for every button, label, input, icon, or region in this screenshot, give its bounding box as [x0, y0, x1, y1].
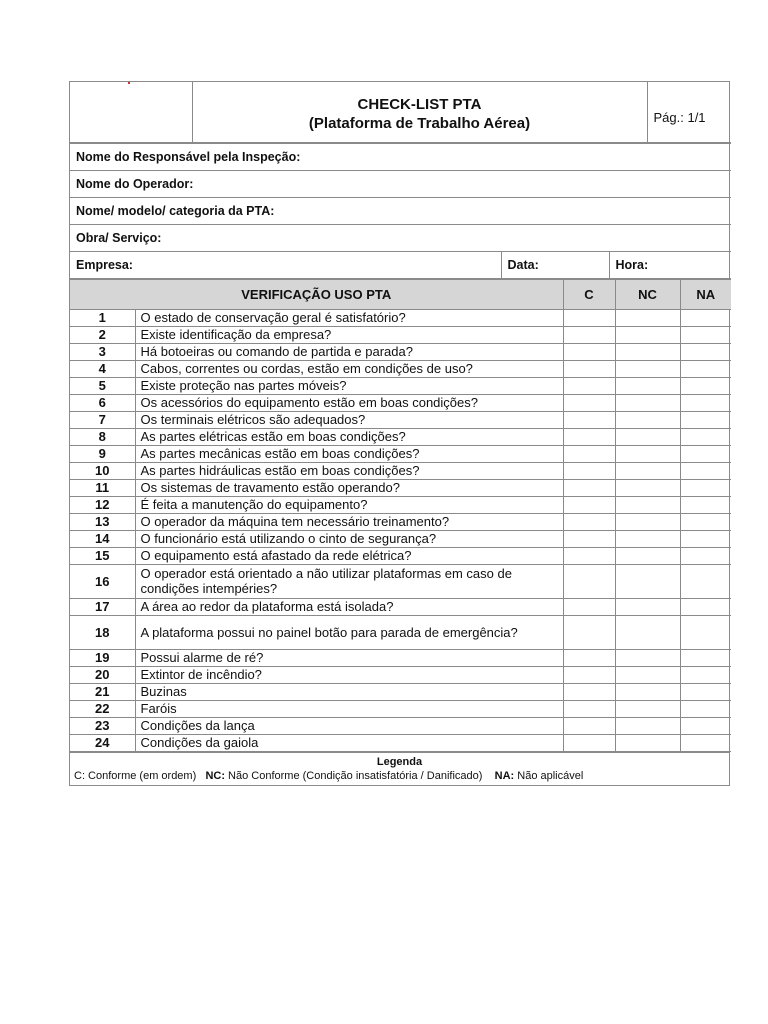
cell-c[interactable] — [563, 700, 615, 717]
col-nc-header: NC — [615, 279, 680, 309]
cell-nc[interactable] — [615, 564, 680, 598]
table-row — [70, 700, 731, 717]
cell-na[interactable] — [680, 496, 731, 513]
legend-nc-label: NC: — [205, 769, 225, 782]
logo-mark — [128, 82, 130, 84]
modelo-field[interactable]: Nome/ modelo/ categoria da PTA: — [70, 197, 731, 224]
item-number: 21 — [70, 683, 135, 700]
cell-nc[interactable] — [615, 530, 680, 547]
item-number: 2 — [70, 326, 135, 343]
cell-nc[interactable] — [615, 598, 680, 615]
item-number: 8 — [70, 428, 135, 445]
cell-c[interactable] — [563, 683, 615, 700]
item-number: 22 — [70, 700, 135, 717]
item-question: Faróis — [135, 700, 563, 717]
cell-nc[interactable] — [615, 309, 680, 326]
data-field[interactable]: Data: — [501, 251, 609, 278]
table-row — [70, 394, 731, 411]
cell-na[interactable] — [680, 564, 731, 598]
cell-na[interactable] — [680, 343, 731, 360]
item-question: As partes mecânicas estão em boas condições? — [135, 445, 563, 462]
info-fields — [70, 143, 731, 279]
cell-c[interactable] — [563, 326, 615, 343]
form-header — [70, 82, 731, 143]
cell-nc[interactable] — [615, 377, 680, 394]
table-row — [70, 734, 731, 751]
cell-na[interactable] — [680, 530, 731, 547]
cell-nc[interactable] — [615, 394, 680, 411]
table-row — [70, 428, 731, 445]
table-row — [70, 598, 731, 615]
table-row — [70, 360, 731, 377]
item-question: Há botoeiras ou comando de partida e parada? — [135, 343, 563, 360]
cell-nc[interactable] — [615, 496, 680, 513]
table-row — [70, 547, 731, 564]
cell-c[interactable] — [563, 343, 615, 360]
cell-c[interactable] — [563, 445, 615, 462]
hora-field[interactable]: Hora: — [609, 251, 731, 278]
cell-nc[interactable] — [615, 462, 680, 479]
cell-c[interactable] — [563, 547, 615, 564]
cell-nc[interactable] — [615, 683, 680, 700]
cell-nc[interactable] — [615, 666, 680, 683]
checklist-table — [70, 279, 731, 752]
table-row — [70, 530, 731, 547]
table-row — [70, 564, 731, 598]
cell-nc[interactable] — [615, 615, 680, 649]
cell-na[interactable] — [680, 479, 731, 496]
table-row — [70, 326, 731, 343]
cell-c[interactable] — [563, 530, 615, 547]
item-question: As partes hidráulicas estão em boas condições? — [135, 462, 563, 479]
responsavel-field[interactable]: Nome do Responsável pela Inspeção: — [70, 143, 731, 170]
legend-nc: Não Conforme (Condição insatisfatória / Danificado) — [225, 769, 483, 782]
item-question: As partes elétricas estão em boas condições? — [135, 428, 563, 445]
item-number: 4 — [70, 360, 135, 377]
cell-na[interactable] — [680, 445, 731, 462]
cell-c[interactable] — [563, 428, 615, 445]
cell-c[interactable] — [563, 411, 615, 428]
item-number: 14 — [70, 530, 135, 547]
cell-c[interactable] — [563, 394, 615, 411]
table-row — [70, 343, 731, 360]
item-number: 15 — [70, 547, 135, 564]
table-row — [70, 666, 731, 683]
item-number: 19 — [70, 649, 135, 666]
table-row — [70, 683, 731, 700]
cell-na[interactable] — [680, 428, 731, 445]
empresa-field[interactable]: Empresa: — [70, 251, 501, 278]
item-question: O funcionário está utilizando o cinto de segurança? — [135, 530, 563, 547]
cell-nc[interactable] — [615, 428, 680, 445]
logo-area — [70, 82, 192, 142]
page-number: Pág.: 1/1 — [647, 82, 731, 142]
cell-nc[interactable] — [615, 445, 680, 462]
item-question: Extintor de incêndio? — [135, 666, 563, 683]
cell-nc[interactable] — [615, 513, 680, 530]
item-question: Existe identificação da empresa? — [135, 326, 563, 343]
cell-na[interactable] — [680, 326, 731, 343]
cell-na[interactable] — [680, 377, 731, 394]
cell-c[interactable] — [563, 717, 615, 734]
title-line-2: (Plataforma de Trabalho Aérea) — [308, 114, 531, 132]
item-question: O estado de conservação geral é satisfatório? — [135, 309, 563, 326]
cell-na[interactable] — [680, 309, 731, 326]
obra-field[interactable]: Obra/ Serviço: — [70, 224, 731, 251]
item-question: A plataforma possui no painel botão para parada de emergência? — [135, 615, 563, 649]
table-row — [70, 496, 731, 513]
cell-c[interactable] — [563, 598, 615, 615]
cell-nc[interactable] — [615, 649, 680, 666]
table-row — [70, 649, 731, 666]
table-row — [70, 717, 731, 734]
item-number: 23 — [70, 717, 135, 734]
item-question: Existe proteção nas partes móveis? — [135, 377, 563, 394]
cell-na[interactable] — [680, 547, 731, 564]
legend-c: C: Conforme (em ordem) — [74, 769, 197, 782]
table-row — [70, 445, 731, 462]
item-number: 5 — [70, 377, 135, 394]
cell-c[interactable] — [563, 496, 615, 513]
item-question: A área ao redor da plataforma está isolada? — [135, 598, 563, 615]
checklist-title: VERIFICAÇÃO USO PTA — [70, 279, 563, 309]
cell-c[interactable] — [563, 564, 615, 598]
cell-na[interactable] — [680, 411, 731, 428]
cell-nc[interactable] — [615, 479, 680, 496]
form-title — [192, 82, 647, 142]
item-number: 13 — [70, 513, 135, 530]
item-question: O operador da máquina tem necessário treinamento? — [135, 513, 563, 530]
col-c-header: C — [563, 279, 615, 309]
cell-na[interactable] — [680, 615, 731, 649]
item-number: 7 — [70, 411, 135, 428]
cell-na[interactable] — [680, 734, 731, 751]
item-question: O operador está orientado a não utilizar plataformas em caso de condições intempéries? — [135, 564, 563, 598]
cell-nc[interactable] — [615, 343, 680, 360]
table-row — [70, 615, 731, 649]
cell-nc[interactable] — [615, 734, 680, 751]
cell-nc[interactable] — [615, 326, 680, 343]
cell-c[interactable] — [563, 615, 615, 649]
cell-c[interactable] — [563, 462, 615, 479]
item-question: Buzinas — [135, 683, 563, 700]
item-number: 12 — [70, 496, 135, 513]
item-number: 18 — [70, 615, 135, 649]
item-number: 1 — [70, 309, 135, 326]
table-row — [70, 479, 731, 496]
cell-c[interactable] — [563, 666, 615, 683]
item-number: 3 — [70, 343, 135, 360]
item-number: 24 — [70, 734, 135, 751]
cell-na[interactable] — [680, 394, 731, 411]
cell-na[interactable] — [680, 462, 731, 479]
title-line-1: CHECK-LIST PTA — [357, 95, 482, 113]
item-question: O equipamento está afastado da rede elétrica? — [135, 547, 563, 564]
item-number: 10 — [70, 462, 135, 479]
cell-na[interactable] — [680, 649, 731, 666]
item-question: É feita a manutenção do equipamento? — [135, 496, 563, 513]
cell-na[interactable] — [680, 700, 731, 717]
item-question: Possui alarme de ré? — [135, 649, 563, 666]
table-row — [70, 309, 731, 326]
cell-c[interactable] — [563, 360, 615, 377]
cell-c[interactable] — [563, 479, 615, 496]
cell-na[interactable] — [680, 717, 731, 734]
table-row — [70, 377, 731, 394]
operador-field[interactable]: Nome do Operador: — [70, 170, 731, 197]
legend-na-label: NA: — [494, 769, 515, 782]
cell-na[interactable] — [680, 360, 731, 377]
table-row — [70, 513, 731, 530]
cell-na[interactable] — [680, 683, 731, 700]
item-question: Condições da lança — [135, 717, 563, 734]
cell-nc[interactable] — [615, 360, 680, 377]
cell-nc[interactable] — [615, 411, 680, 428]
cell-nc[interactable] — [615, 547, 680, 564]
item-question: Os terminais elétricos são adequados? — [135, 411, 563, 428]
table-row — [70, 462, 731, 479]
cell-c[interactable] — [563, 377, 615, 394]
cell-c[interactable] — [563, 513, 615, 530]
cell-nc[interactable] — [615, 717, 680, 734]
legend-line — [70, 769, 729, 783]
legend — [70, 752, 729, 785]
checklist-form — [69, 81, 730, 786]
cell-c[interactable] — [563, 309, 615, 326]
table-row — [70, 411, 731, 428]
item-number: 17 — [70, 598, 135, 615]
item-question: Condições da gaiola — [135, 734, 563, 751]
cell-c[interactable] — [563, 734, 615, 751]
cell-na[interactable] — [680, 598, 731, 615]
item-number: 11 — [70, 479, 135, 496]
item-number: 20 — [70, 666, 135, 683]
legend-title: Legenda — [376, 755, 423, 768]
item-number: 6 — [70, 394, 135, 411]
item-number: 16 — [70, 564, 135, 598]
item-question: Os acessórios do equipamento estão em boas condições? — [135, 394, 563, 411]
item-number: 9 — [70, 445, 135, 462]
item-question: Cabos, correntes ou cordas, estão em condições de uso? — [135, 360, 563, 377]
legend-na: Não aplicável — [514, 769, 584, 782]
checklist-header-row — [70, 279, 731, 309]
cell-na[interactable] — [680, 666, 731, 683]
item-question: Os sistemas de travamento estão operando? — [135, 479, 563, 496]
cell-c[interactable] — [563, 649, 615, 666]
cell-nc[interactable] — [615, 700, 680, 717]
col-na-header: NA — [680, 279, 731, 309]
cell-na[interactable] — [680, 513, 731, 530]
